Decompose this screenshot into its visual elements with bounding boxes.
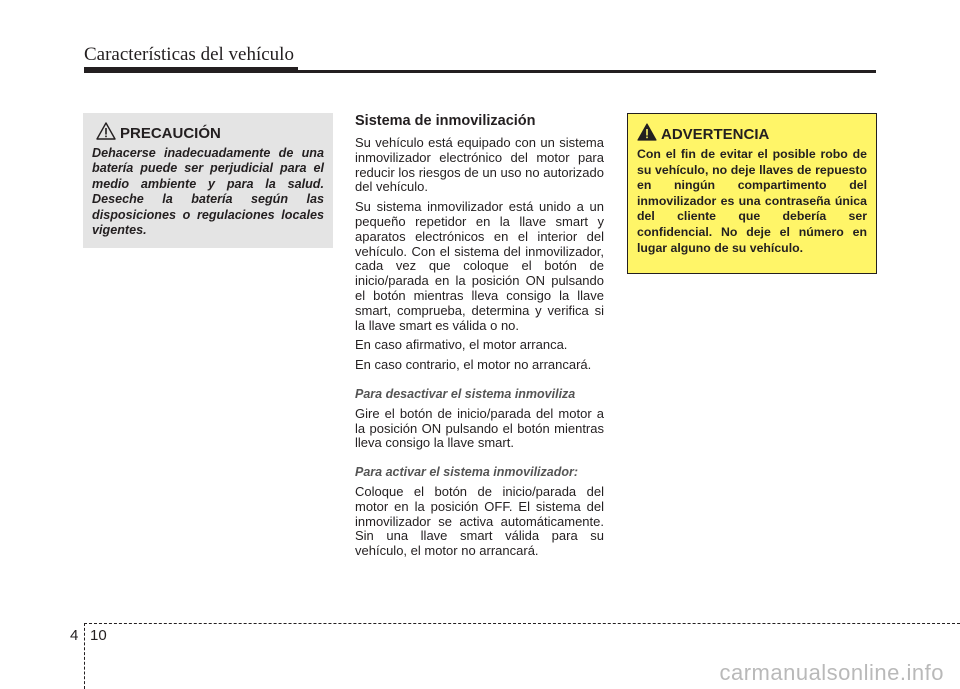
warning-header bbox=[637, 124, 867, 144]
watermark: carmanualsonline.info bbox=[719, 660, 944, 685]
deactivate-subheading: Para desactivar el sistema inmoviliza bbox=[355, 386, 576, 401]
caution-title: PRECAUCIÓN bbox=[120, 124, 221, 142]
header-rule bbox=[84, 70, 876, 73]
section-paragraph: Su sistema inmovilizador está unido a un pequeño repetidor en la llave smart y aparatos electrónicos en el interior del vehículo. Con el sistema del inmovilizador, cada vez que coloque el botón de inicio/parada en la posición ON pulsando el botón mientras lleva consigo la llave smart, comprueba, determina y verifica si la llave smart es válida o no. bbox=[355, 199, 604, 333]
section-title: Sistema de inmovilización bbox=[355, 113, 536, 129]
section-paragraph: Su vehículo está equipado con un sistema inmovilizador electrónico del motor para reducir los riesgos de un uso no autorizado del vehículo. bbox=[355, 135, 604, 195]
section-paragraph: En caso contrario, el motor no arrancará. bbox=[355, 357, 592, 373]
chapter-number: 4 bbox=[70, 627, 79, 644]
caution-box bbox=[83, 113, 333, 248]
activate-text: Coloque el botón de inicio/parada del motor en la posición OFF. El sistema del inmovilizador se activa automáticamente. Sin una llave smart válida para su vehículo, el motor no arrancará. bbox=[355, 483, 604, 559]
warning-triangle-icon bbox=[637, 123, 657, 146]
warning-title: ADVERTENCIA bbox=[661, 125, 770, 143]
section-paragraph: En caso afirmativo, el motor arranca. bbox=[355, 337, 568, 353]
page-number: 10 bbox=[90, 627, 107, 644]
page-header-title: Características del vehículo bbox=[84, 44, 294, 65]
deactivate-text: Gire el botón de inicio/parada del motor a la posición ON pulsando el botón mientras lleva consigo la llave smart. bbox=[355, 405, 604, 451]
warning-text: Con el fin de evitar el posible robo de su vehículo, no deje llaves de repuesto en ningún compartimento del inmovilizador es una contraseña única del cliente que debería ser confidencial. No deje el número en lugar alguno de su vehículo. bbox=[637, 147, 867, 255]
caution-text: Dehacerse inadecuadamente de una batería puede ser perjudicial para el medio ambiente y para la salud. Deseche la batería según las disposiciones o regulaciones locales vigentes. bbox=[92, 146, 324, 238]
caution-header bbox=[96, 123, 324, 143]
immobilizer-section bbox=[355, 112, 604, 564]
footer-divider bbox=[84, 623, 85, 689]
activate-subheading: Para activar el sistema inmovilizador: bbox=[355, 465, 579, 480]
footer-rule bbox=[84, 623, 960, 624]
caution-triangle-icon bbox=[96, 122, 116, 145]
warning-box bbox=[627, 113, 877, 274]
